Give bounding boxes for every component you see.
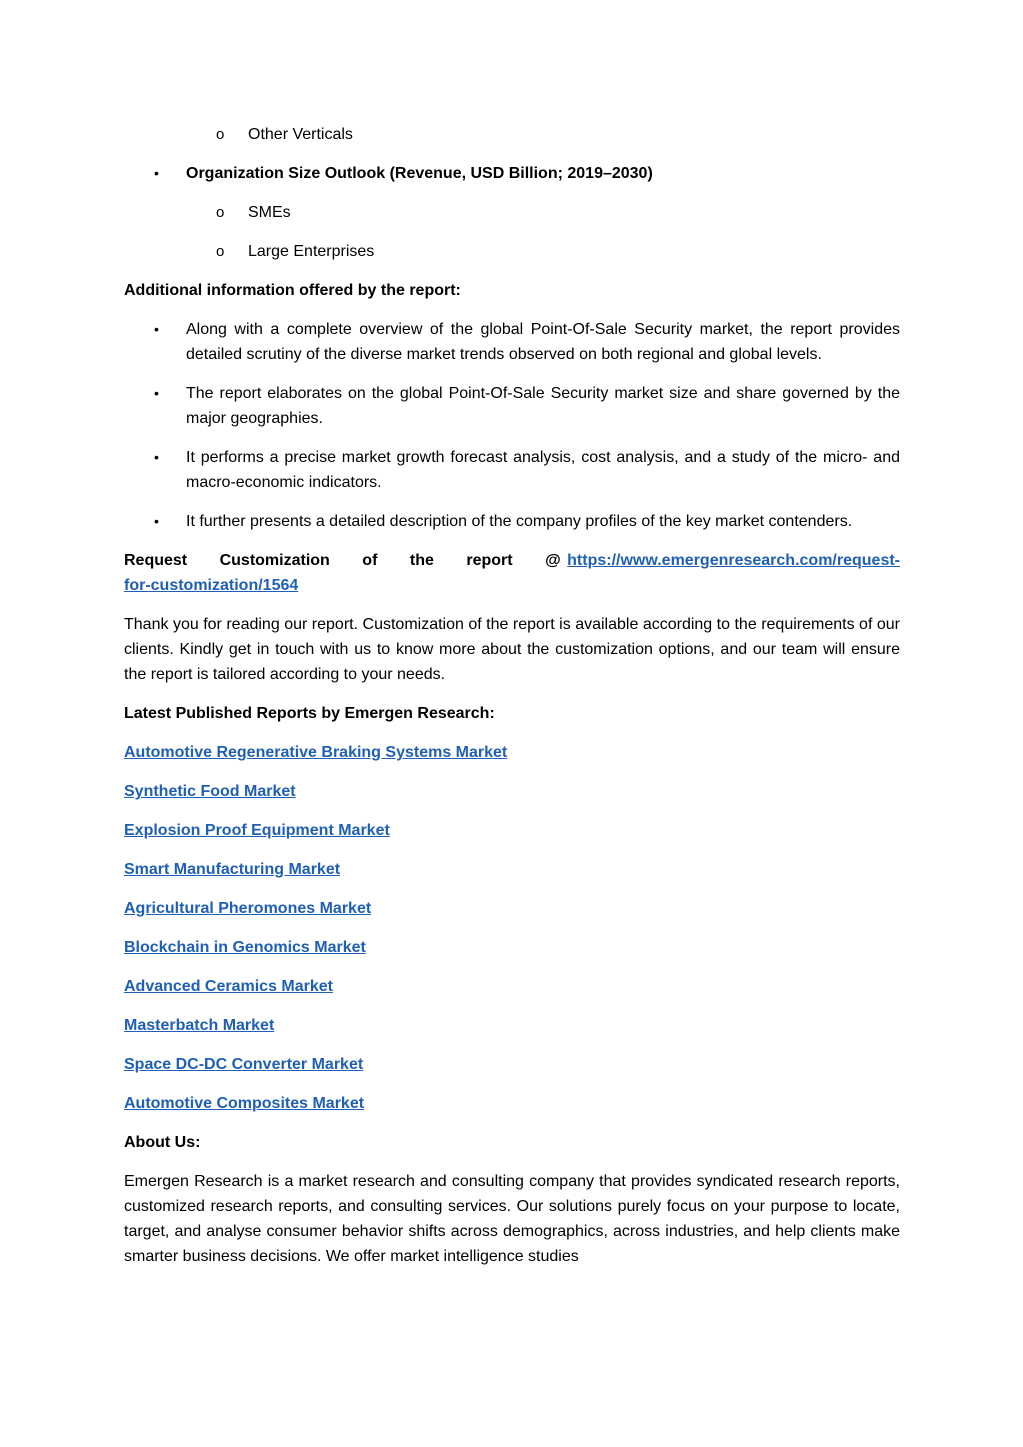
- request-customization-label: Request Customization of the report @: [124, 552, 561, 569]
- additional-info-text: Along with a complete overview of the global Point-Of-Sale Security market, the report provides detailed scrutiny of the diverse market trends observed on both regional and global levels.: [186, 321, 900, 363]
- circle-bullet-icon: o: [216, 204, 225, 221]
- bullet-icon: •: [154, 165, 159, 181]
- report-link[interactable]: Agricultural Pheromones Market: [124, 900, 372, 917]
- circle-bullet-icon: o: [216, 126, 225, 143]
- additional-info-text: It further presents a detailed description of the company profiles of the key market contenders.: [186, 513, 853, 530]
- bullet-icon: •: [154, 321, 159, 337]
- list-item-other-verticals: [124, 122, 900, 147]
- thank-you-paragraph: Thank you for reading our report. Customization of the report is available according to the requirements of our clients. Kindly get in touch with us to know more about the customization options, and our team will ensure the report is tailored according to your needs.: [124, 616, 900, 683]
- report-link[interactable]: Automotive Composites Market: [124, 1095, 365, 1112]
- report-link[interactable]: Explosion Proof Equipment Market: [124, 822, 390, 839]
- list-item-large-enterprises: [124, 239, 900, 264]
- report-link[interactable]: Masterbatch Market: [124, 1017, 275, 1034]
- report-link[interactable]: Automotive Regenerative Braking Systems Market: [124, 744, 508, 761]
- additional-info-text: The report elaborates on the global Point-Of-Sale Security market size and share governed by the major geographies.: [186, 385, 900, 427]
- about-us-heading: About Us:: [124, 1134, 201, 1151]
- circle-bullet-icon: o: [216, 243, 225, 260]
- request-customization-paragraph: [124, 548, 900, 598]
- request-customization-link[interactable]: https://www.emergenresearch.com/request-for-customization/1564: [124, 552, 900, 594]
- report-link[interactable]: Advanced Ceramics Market: [124, 978, 333, 995]
- bullet-icon: •: [154, 513, 159, 529]
- additional-info-item: [124, 445, 900, 495]
- bullet-icon: •: [154, 449, 159, 465]
- latest-reports-heading: Latest Published Reports by Emergen Research:: [124, 705, 495, 722]
- bullet-icon: •: [154, 385, 159, 401]
- list-item-smes: [124, 200, 900, 225]
- list-item-text: Other Verticals: [248, 126, 353, 143]
- list-item-text: Large Enterprises: [248, 243, 375, 260]
- additional-info-item: [124, 381, 900, 431]
- report-link[interactable]: Blockchain in Genomics Market: [124, 939, 366, 956]
- list-item-text: Organization Size Outlook (Revenue, USD Billion; 2019–2030): [186, 165, 653, 182]
- additional-info-text: It performs a precise market growth forecast analysis, cost analysis, and a study of the micro- and macro-economic indicators.: [186, 449, 900, 491]
- report-link[interactable]: Space DC-DC Converter Market: [124, 1056, 364, 1073]
- list-item-organization-size-outlook: [124, 161, 900, 186]
- about-us-paragraph: Emergen Research is a market research and consulting company that provides syndicated research reports, customized research reports, and consulting services. Our solutions purely focus on your purpose to locate, target, and analyse consumer behavior shifts across demographics, across industries, and help clients make smarter business decisions. We offer market intelligence studies: [124, 1173, 900, 1265]
- page-content: [124, 122, 900, 1283]
- additional-info-heading: Additional information offered by the report:: [124, 282, 461, 299]
- list-item-text: SMEs: [248, 204, 291, 221]
- report-link[interactable]: Smart Manufacturing Market: [124, 861, 341, 878]
- additional-info-item: [124, 509, 900, 534]
- report-link[interactable]: Synthetic Food Market: [124, 783, 296, 800]
- additional-info-item: [124, 317, 900, 367]
